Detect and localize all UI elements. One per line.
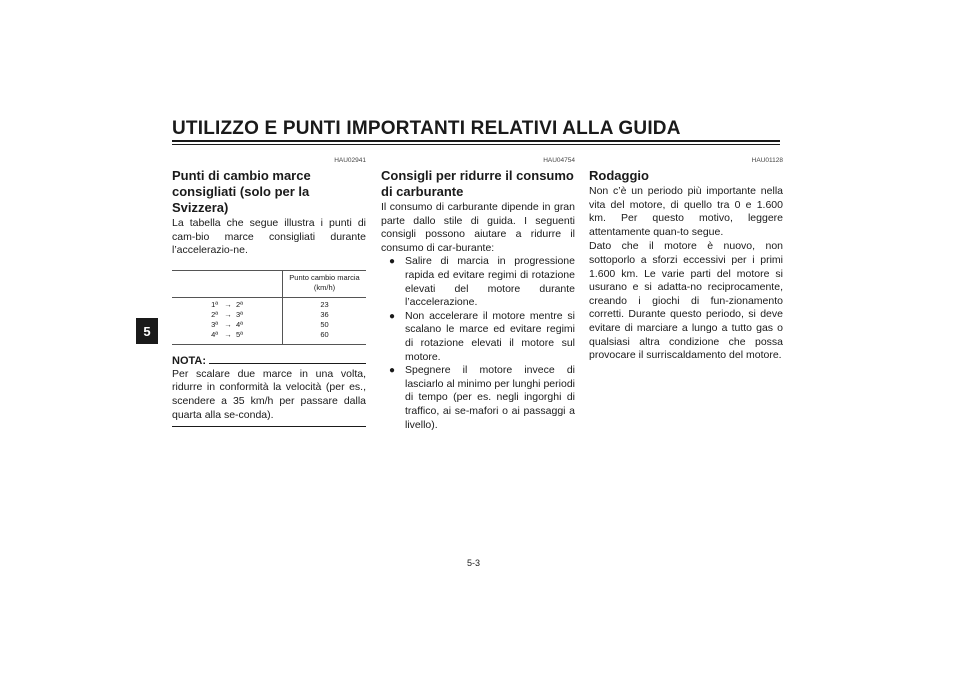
paragraph: Non c’è un periodo più importante nella vita del motore, di quello tra 0 e 1.600 km. Per questo motivo, leggere attentamente quan-to segue.: [589, 185, 783, 238]
note-label: NOTA:: [172, 354, 207, 367]
section-title: Rodaggio: [589, 168, 649, 183]
gear-shift: 3ª → 4ª: [211, 319, 243, 329]
header-rule-thick: [172, 140, 780, 142]
column-fuel-tips: [381, 156, 575, 432]
shift-speed: 50: [283, 320, 367, 330]
header-rule-thin: [172, 144, 780, 145]
table-row: [172, 320, 366, 330]
page-number: 5-3: [467, 558, 481, 568]
section-code: HAU04754: [543, 157, 575, 164]
note-rule: [209, 363, 366, 364]
column-break-in: [589, 156, 783, 363]
gear-shift: 1ª → 2ª: [211, 299, 243, 309]
section-intro: La tabella che segue illustra i punti di cam-bio marce consigliati durante l’accelerazio-ne.: [172, 217, 366, 257]
shift-speed: 60: [283, 330, 367, 345]
section-intro: Il consumo di carburante dipende in gran parte dallo stile di guida. I seguenti consigli possono aiutare a ridurre il consumo di car-burante:: [381, 201, 575, 254]
section-code: HAU02941: [334, 157, 366, 164]
list-item: [389, 364, 575, 432]
note-text: Per scalare due marce in una volta, ridurre in conformità la velocità (per es., scendere a 35 km/h per passare dalla quarta alla se-conda).: [172, 367, 366, 421]
bullet-icon: ●: [389, 310, 396, 322]
list-item-text: Non accelerare il motore mentre si scalano le marce ed evitare regimi di rotazione elevati il motore sul motore.: [405, 309, 575, 363]
column-shift-points: [172, 156, 366, 427]
note-header: [172, 355, 366, 367]
note-end-rule: [172, 426, 366, 427]
shift-speed: 23: [283, 297, 367, 310]
gear-shift: 4ª → 5ª: [211, 329, 243, 339]
table-header-blank: [172, 270, 283, 297]
bullet-icon: ●: [389, 256, 396, 268]
list-item: [389, 310, 575, 364]
paragraph: Dato che il motore è nuovo, non sottoporlo a sforzi eccessivi per i primi 1.600 km. Le varie parti del motore si usurano e si adatta-no reciprocamente, creando i giochi di fun-zionamento corretti. Durante questo periodo, si deve evitare di marciare a lungo a tutto gas o qualsiasi altra condizione che possa provocare il surriscaldamento del motore.: [589, 240, 783, 362]
section-code: HAU01128: [751, 157, 783, 164]
bullet-icon: ●: [389, 365, 396, 377]
list-item-text: Spegnere il motore invece di lasciarlo al minimo per lunghi periodi di tempo (per es. negli ingorghi di traffico, ai se-mafori o ai passaggi a livello).: [405, 364, 575, 431]
list-item: [389, 255, 575, 309]
section-title: Punti di cambio marce consigliati (solo per la Svizzera): [172, 168, 311, 215]
table-row: [172, 310, 366, 320]
shift-points-table: [172, 270, 366, 345]
fuel-tips-list: [381, 255, 575, 432]
gear-shift: 2ª → 3ª: [211, 309, 243, 319]
shift-speed: 36: [283, 310, 367, 320]
table-row: [172, 330, 366, 345]
list-item-text: Salire di marcia in progressione rapida ed evitare regimi di rotazione elevati del motore durante l’accelerazione.: [405, 255, 575, 309]
section-title: Consigli per ridurre il consumo di carburante: [381, 168, 574, 199]
chapter-tab: 5: [136, 318, 158, 344]
page-title: UTILIZZO E PUNTI IMPORTANTI RELATIVI ALLA GUIDA: [172, 118, 681, 139]
table-row: [172, 297, 366, 310]
table-header-speed: Punto cambio marcia (km/h): [283, 270, 367, 297]
